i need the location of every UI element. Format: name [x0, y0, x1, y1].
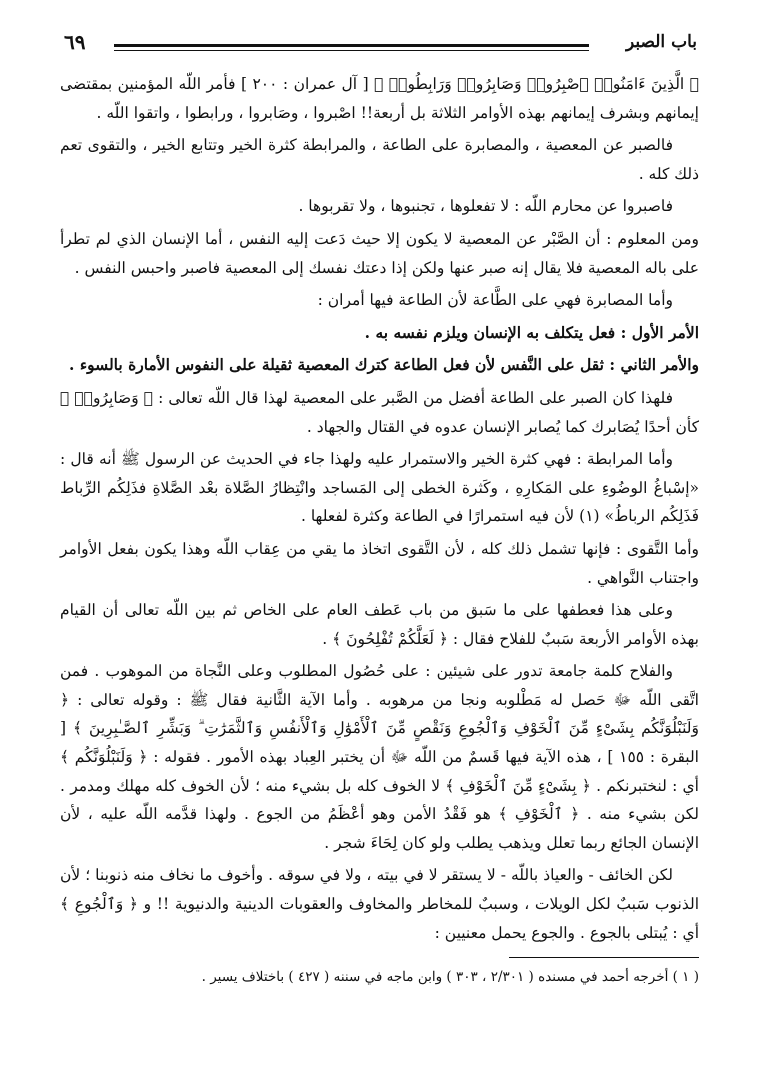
header-rule — [114, 44, 589, 51]
paragraph: وأما التَّقوى : فإنها تشمل ذلك كله ، لأن التَّقوى اتخاذ ما يقي من عِقاب اللّه وهذا يكون بفعل الأوامر واجتناب النَّواهي . — [60, 539, 699, 587]
paragraph: وعلى هذا فعطفها على ما سَبق من باب عَطف العام على الخاص ثم بين اللّه تعالى أن القيام بهذه الأوامر الأربعة سَببٌ للفلاح فقال : ﴿ لَعَلَّكُمْ تُفْلِحُونَ ﴾ . — [60, 601, 699, 648]
paragraph: ومن المعلوم : أن الصَّبْر عن المعصية لا يكون إلا حيث دَعت إليه النفس ، أما الإنسان الذي لم تطرأ على باله المعصية فلا يقال إنه صبر عنها ولكن إذا دعتك نفسك إلى المعصية فاصبر واحبس النفس . — [60, 229, 699, 277]
paragraph: ﴿ الَّذِينَ ءَامَنُوا۟ ٱصْبِرُوا۟ وَصَابِرُوا۟ وَرَابِطُوا۟ ﴾ [ آل عمران : ٢٠٠ ] فأمر اللّه المؤمنين بمقتضى إيمانهم وبشرف إيمانهم بهذه الأوامر الثلاثة بل أربعة!! اصْبروا ، وصَابروا ، ورابطوا ، واتقوا اللّه . — [60, 75, 699, 122]
body-text — [60, 70, 699, 947]
footnote-rule — [509, 957, 699, 958]
chapter-title: باب الصبر — [626, 32, 697, 52]
paragraph: فلهذا كان الصبر على الطاعة أفضل من الصَّبر على المعصية لهذا قال اللّه تعالى : ﴿ وَصَابِرُوا۟ ﴾ كأن أحدًا يُصَابرك كما يُصابر الإنسان عدوه في القتال والجهاد . — [60, 388, 699, 436]
paragraph: والأمر الثاني : ثقل على النَّفس لأن فعل الطاعة كترك المعصية ثقيلة على النفوس الأمارة بالسوء . — [69, 355, 699, 375]
paragraph: فاصبروا عن محارم اللّه : لا تفعلوها ، تجنبوها ، ولا تقربوها . — [298, 197, 673, 216]
footnote: ( ١ ) أخرجه أحمد في مسنده ( ٢/٣٠١ ، ٣٠٣ ) وابن ماجه في سننه ( ٤٢٧ ) باختلاف يسير . — [201, 969, 699, 986]
paragraph: لكن الخائف - والعياذ باللّه - لا يستقر لا في بيته ، ولا في سوقه . وأخوف ما نخاف منه ذنوبنا ؛ لأن الذنوب سَببٌ لكل الويلات ، وسببٌ للمخاطر والمخاوف والعقوبات الدينية والدنيوية !! و ﴿ وَٱلْجُوعِ ﴾ أي : يُبتلى بالجوع . والجوع يحمل معنيين : — [60, 866, 699, 942]
paragraph: وأما المصابرة فهي على الطَّاعة لأن الطاعة فيها أمران : — [317, 291, 673, 310]
paragraph: فالصبر عن المعصية ، والمصابرة على الطاعة ، والمرابطة كثرة الخير وتتابع الخير ، والتقوى تعم ذلك كله . — [60, 136, 699, 183]
paragraph: والفلاح كلمة جامعة تدور على شيئين : على حُصُول المطلوب وعلى النَّجاة من الموهوب . فمن اتَّقى اللّه ﷻ حَصل له مَطْلوبه ونجا من مرهوبه . وأما الآية الثَّانية فقال ﷺ : وقوله تعالى : ﴿ وَلَنَبْلُوَنَّكُم بِشَىْءٍ مِّنَ ٱلْخَوْفِ وَٱلْجُوعِ وَنَقْصٍ مِّنَ ٱلْأَمْوَٰلِ وَٱلْأَنفُسِ وَٱلثَّمَرَٰتِ ۗ وَبَشِّرِ ٱلصَّـٰبِرِينَ ﴾ [ البقرة : ١٥٥ ] ، هذه الآية فيها قَسمٌ من اللّه ﷻ أن يختبر العِباد بهذه الأمور . فقوله : ﴿ وَلَنَبْلُوَنَّكُم ﴾ أي : لنختبرنكم . ﴿ بِشَىْءٍ مِّنَ ٱلْخَوْفِ ﴾ لا الخوف كله بل بشيء منه ؛ لأن الخوف كله مهلك ومدمر . لكن بشيء منه . ﴿ ٱلْخَوْفِ ﴾ هو فَقْدُ الأمن وهو أعْظَمُ من الجوع . ولهذا قدَّمه اللّه عليه ، لأن الإنسان الجائع ربما تعلل ويذهب يطلب ولو كان لِحَاءَ شجر . — [60, 662, 699, 852]
page-number: ٦٩ — [64, 30, 86, 54]
paragraph: الأمر الأول : فعل يتكلف به الإنسان ويلزم نفسه به . — [364, 322, 699, 342]
page-header — [60, 30, 699, 60]
paragraph: وأما المرابطة : فهي كثرة الخير والاستمرار عليه ولهذا جاء في الحديث عن الرسول ﷺ أنه قال : «إسْباغُ الوضُوءِ على المَكارِهِ ، وكَثرة الخطى إلى المَساجد وانْتِظارُ الصَّلاة بعْد الصَّلاةِ فذَلِكُم الرِّباط فَذَلِكُم الرباطُ» (١) لأن فيه استمرارًا في الطاعة وكثرة لفعلها . — [60, 450, 699, 526]
